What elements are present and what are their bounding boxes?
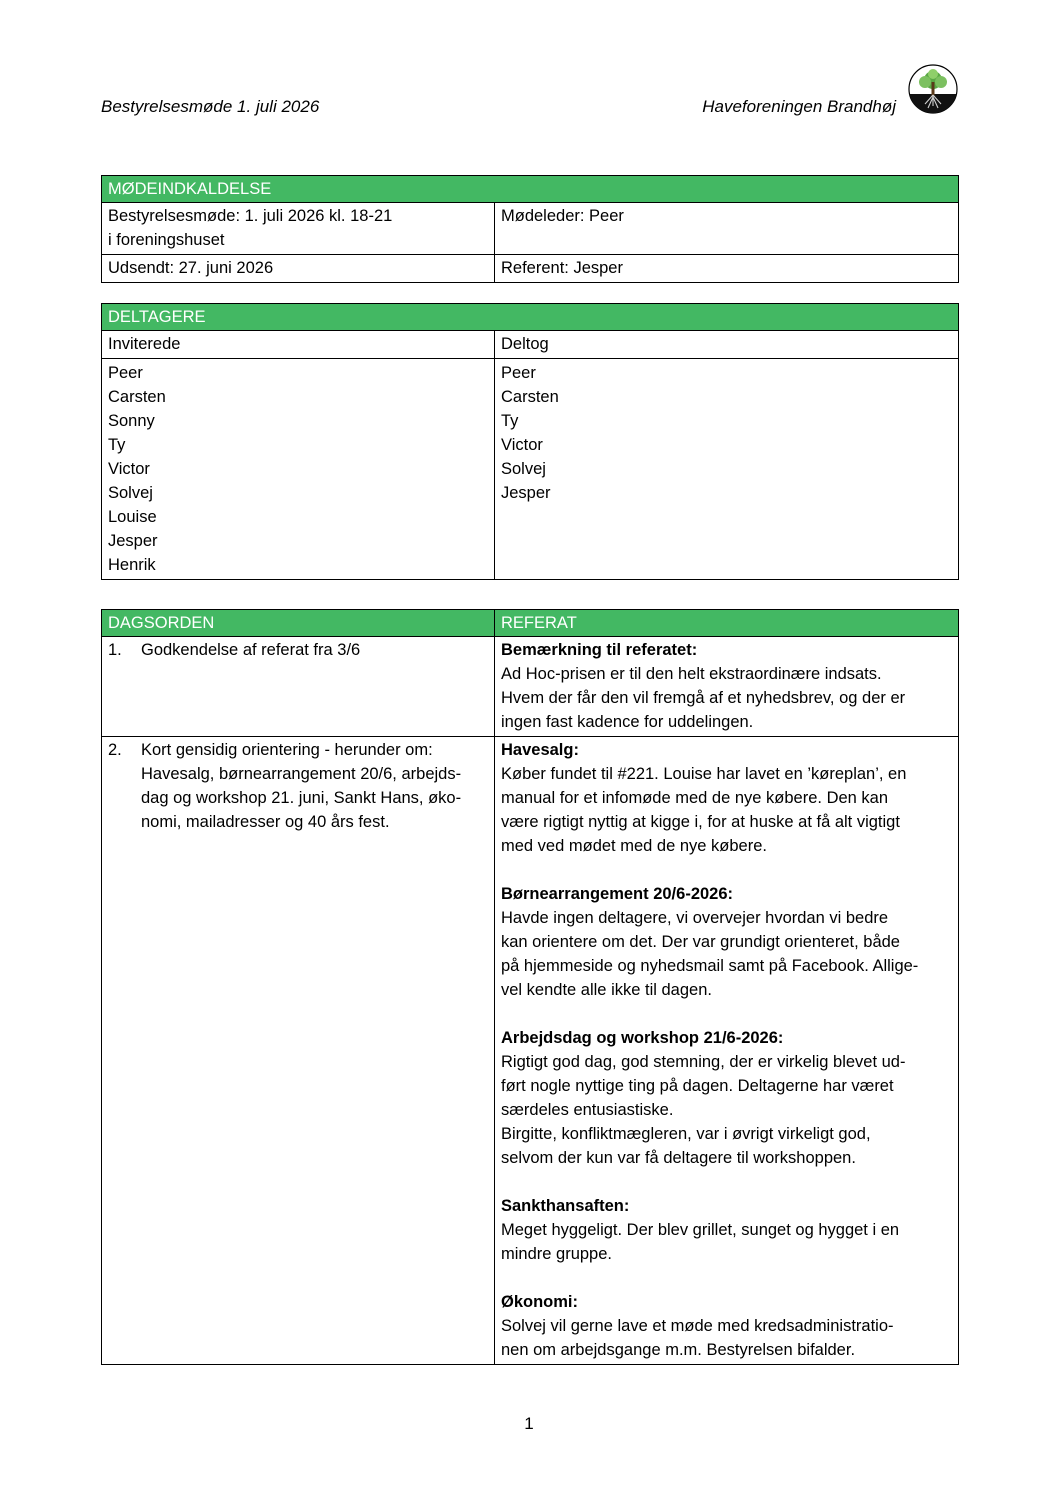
page-number: 1 [524,1414,534,1433]
agenda-text-line: dag og workshop 21. juni, Sankt Hans, øko- [141,789,462,807]
section-title: Sankthansaften: [501,1197,630,1215]
minutes-line: kan orientere om det. Der var grundigt orienteret, både [501,933,900,951]
invited-label: Inviterede [102,331,495,359]
agenda-number: 1. [108,641,122,659]
agenda-item-2 [102,737,495,1365]
list-item: Louise [108,508,157,526]
list-item: Ty [501,412,519,430]
sent-date: Udsendt: 27. juni 2026 [102,255,495,283]
list-item: Henrik [108,556,156,574]
table-row [102,737,959,1365]
minutes-line: særdeles entusiastiske. [501,1101,674,1119]
minutes-line: vel kendte alle ikke til dagen. [501,981,712,999]
section-sankthans [501,1194,952,1266]
agenda-heading: DAGSORDEN [102,610,495,637]
agenda-text-line: Kort gensidig orientering - herunder om: [141,741,433,759]
minutes-line: Birgitte, konfliktmægleren, var i øvrigt virkeligt god, [501,1125,871,1143]
list-item: Sonny [108,412,155,430]
section-title: Bemærkning til referatet: [501,641,698,659]
list-item: Solvej [501,460,546,478]
meeting-time-cell [102,203,495,255]
list-item: Solvej [108,484,153,502]
agenda-number: 2. [108,741,122,759]
minutes-line: Hvem der får den vil fremgå af et nyhedsbrev, og der er [501,689,906,707]
minutes-heading: REFERAT [495,610,959,637]
section-havesalg [501,738,952,858]
agenda-text-line: Havesalg, børnearrangement 20/6, arbejds- [141,765,462,783]
minutes-item-2 [495,737,959,1365]
participants-table [101,303,959,580]
meeting-location: i foreningshuset [108,231,225,249]
minutes-line: ført nogle nyttige ting på dagen. Deltagerne har været [501,1077,894,1095]
tree-logo-icon [908,64,958,114]
participants-heading: DELTAGERE [102,304,959,331]
meeting-time: Bestyrelsesmøde: 1. juli 2026 kl. 18-21 [108,207,393,225]
minutes-line: Havde ingen deltagere, vi overvejer hvordan vi bedre [501,909,889,927]
document-header-title: Bestyrelsesmøde 1. juli 2026 [101,97,320,116]
minutes-line: Ad Hoc-prisen er til den helt ekstraordinære indsats. [501,665,882,683]
list-item: Victor [108,460,150,478]
section-boernearrangement [501,882,952,1002]
minutes-line: med ved mødet med de nye købere. [501,837,767,855]
agenda-text-line: Godkendelse af referat fra 3/6 [141,641,361,659]
minutes-line: på hjemmeside og nyhedsmail samt på Facebook. Allige- [501,957,919,975]
minutes-line: manual for et infomøde med de nye købere. Den kan [501,789,889,807]
list-item: Jesper [108,532,158,550]
minutes-line: Køber fundet til #221. Louise har lavet en ’køreplan’, en [501,765,907,783]
minutes-line: ingen fast kadence for uddelingen. [501,713,754,731]
section-title: Børnearrangement 20/6-2026: [501,885,734,903]
list-item: Jesper [501,484,551,502]
minutes-item-1 [495,637,959,737]
meeting-info-table [101,175,959,283]
agenda-text-line: nomi, mailadresser og 40 års fest. [141,813,390,831]
list-item: Victor [501,436,543,454]
section-oekonomi [501,1290,952,1362]
association-name: Haveforeningen Brandhøj [702,97,896,116]
list-item: Carsten [108,388,166,406]
minutes-line: mindre gruppe. [501,1245,612,1263]
section-title: Arbejdsdag og workshop 21/6-2026: [501,1029,784,1047]
minutes-line: være rigtigt nyttig at kigge i, for at huske at få alt vigtigt [501,813,900,831]
minutes-line: Rigtigt god dag, god stemning, der er virkelig blevet ud- [501,1053,906,1071]
table-row [102,637,959,737]
section-title: Økonomi: [501,1293,578,1311]
referent: Referent: Jesper [495,255,959,283]
meeting-chair: Mødeleder: Peer [495,203,959,255]
agenda-item-1 [102,637,495,737]
minutes-line: Solvej vil gerne lave et møde med kredsadministratio- [501,1317,894,1335]
minutes-line: selvom der kun var få deltagere til workshoppen. [501,1149,856,1167]
list-item: Peer [501,364,536,382]
list-item: Peer [108,364,143,382]
attended-list [495,359,959,580]
minutes-line: nen om arbejdsgange m.m. Bestyrelsen bifalder. [501,1341,856,1359]
meeting-heading: MØDEINDKALDELSE [102,176,959,203]
attended-label: Deltog [495,331,959,359]
list-item: Carsten [501,388,559,406]
invited-list [102,359,495,580]
section-arbejdsdag [501,1026,952,1170]
agenda-table [101,609,959,1365]
minutes-line: Meget hyggeligt. Der blev grillet, sunget og hygget i en [501,1221,900,1239]
section-title: Havesalg: [501,741,579,759]
list-item: Ty [108,436,126,454]
